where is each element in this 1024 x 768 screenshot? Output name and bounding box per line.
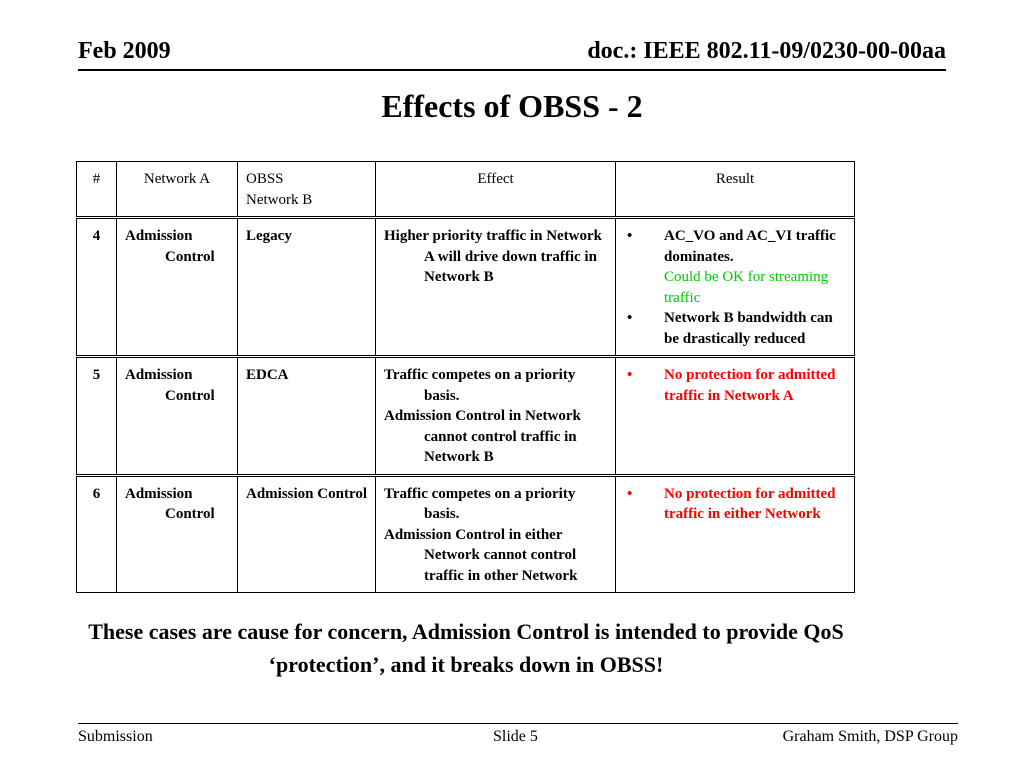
column-header-effect: Effect [376,162,616,218]
header-date: Feb 2009 [78,38,171,64]
network-b-cell: Legacy [238,218,376,357]
result-text: Network B bandwidth can be drastically reduced [664,310,833,347]
result-cell [616,218,855,357]
column-header-result: Result [616,162,855,218]
row-number-cell: 4 [77,218,117,357]
effect-cell [376,357,616,476]
header-divider [78,69,946,71]
header-doc-id: doc.: IEEE 802.11-09/0230-00-00aa [587,38,946,64]
network-b-cell: Admission Control [238,475,376,593]
result-note-red: No protection for admitted traffic in either Network [664,485,836,522]
bullet-icon: • [627,485,633,502]
footer-submission: Submission [78,728,153,745]
table-row [77,357,855,476]
bullet-icon: • [627,367,633,383]
result-list [624,226,846,349]
row-number-cell: 5 [77,357,117,476]
bullet-icon: • [627,310,633,326]
result-cell [616,475,855,593]
network-a-cell [117,357,238,476]
effect-paragraph: Traffic competes on a priority basis. [384,485,576,522]
network-a-text: Admission Control [125,485,215,522]
effect-cell [376,218,616,357]
bullet-icon: • [627,228,633,244]
network-b-cell: EDCA [238,357,376,476]
column-header-network-b: OBSS Network B [238,162,376,218]
result-item [624,365,846,406]
effect-cell [376,475,616,593]
effect-paragraph: Admission Control in either Network cannot control traffic in other Network [384,526,578,584]
result-list [624,484,846,525]
obss-effects-table [76,161,855,593]
footer-slide-number: Slide 5 [493,728,538,745]
network-a-cell [117,218,238,357]
table-header-row [77,162,855,218]
result-item [624,484,846,525]
effect-paragraph: Higher priority traffic in Network A will drive down traffic in Network B [384,228,603,285]
summary-statement: These cases are cause for concern, Admission Control is intended to provide QoS ‘protection’, and it breaks down in OBSS! [88,619,844,677]
table-row [77,475,855,593]
result-note-red: No protection for admitted traffic in Network A [664,367,836,404]
effect-paragraph: Admission Control in Network cannot control traffic in Network B [384,408,581,465]
result-cell [616,357,855,476]
column-header-network-a: Network A [117,162,238,218]
result-text: AC_VO and AC_VI traffic dominates. [664,228,836,265]
table-row [77,218,855,357]
footer-author: Graham Smith, DSP Group [782,728,958,745]
result-item [624,226,846,308]
effect-paragraph: Traffic competes on a priority basis. [384,367,576,404]
network-a-cell [117,475,238,593]
result-note-green: Could be OK for streaming traffic [664,269,829,306]
footer-divider [78,723,958,724]
result-item [624,308,846,349]
network-a-text: Admission Control [125,367,215,404]
table-body [77,218,855,593]
row-number-cell: 6 [77,475,117,593]
result-list [624,365,846,406]
network-a-text: Admission Control [125,228,215,265]
slide-title: Effects of OBSS - 2 [381,88,643,124]
column-header-number: # [77,162,117,218]
